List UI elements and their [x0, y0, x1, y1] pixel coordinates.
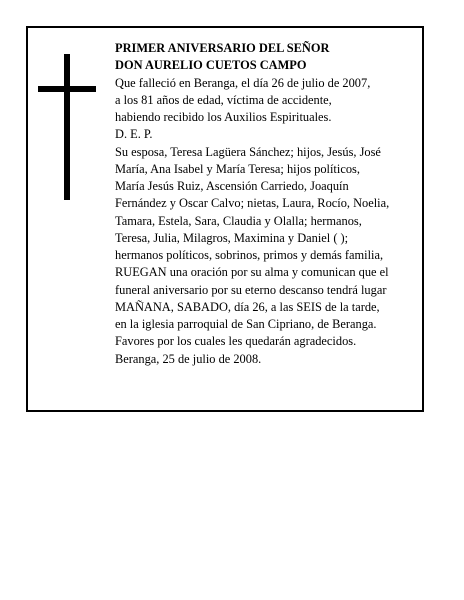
notice-body-line: Teresa, Julia, Milagros, Maximina y Daniel ( ); [115, 230, 349, 245]
notice-body-line: María, Ana Isabel y María Teresa; hijos políticos, [115, 161, 360, 176]
notice-body-line: a los 81 años de edad, víctima de accidente, [115, 92, 332, 107]
notice-body-line: habiendo recibido los Auxilios Espirituales. [115, 110, 332, 124]
notice-rip-line: D. E. P. [115, 127, 153, 142]
notice-body-line: Favores por los cuales les quedarán agradecidos. [115, 334, 357, 349]
cross-horizontal-bar [38, 86, 96, 92]
notice-heading-line-1: PRIMER ANIVERSARIO DEL SEÑOR [115, 41, 330, 55]
notice-heading-line-2: DON AURELIO CUETOS CAMPO [115, 58, 307, 73]
cross-vertical-bar [64, 54, 70, 200]
obituary-notice [26, 26, 424, 412]
cross-icon [38, 54, 98, 200]
notice-body-line: en la iglesia parroquial de San Cipriano, de Beranga. [115, 317, 377, 331]
notice-text [115, 40, 417, 368]
notice-body-line: hermanos políticos, sobrinos, primos y demás familia, [115, 248, 384, 262]
notice-date-line: Beranga, 25 de julio de 2008. [115, 351, 262, 366]
notice-body-line: Su esposa, Teresa Lagüera Sánchez; hijos, Jesús, José [115, 144, 381, 159]
notice-body-line: María Jesús Ruiz, Ascensión Carriedo, Joaquín [115, 179, 349, 193]
notice-body-line: MAÑANA, SABADO, día 26, a las SEIS de la tarde, [115, 299, 380, 314]
notice-body-line: Que falleció en Beranga, el día 26 de julio de 2007, [115, 75, 371, 90]
notice-body-line: funeral aniversario por su eterno descanso tendrá lugar [115, 282, 387, 297]
notice-body-line: Fernández y Oscar Calvo; nietas, Laura, Rocío, Noelia, [115, 196, 390, 211]
notice-body-line: RUEGAN una oración por su alma y comunican que el [115, 265, 389, 280]
notice-body-line: Tamara, Estela, Sara, Claudia y Olalla; hermanos, [115, 213, 362, 228]
